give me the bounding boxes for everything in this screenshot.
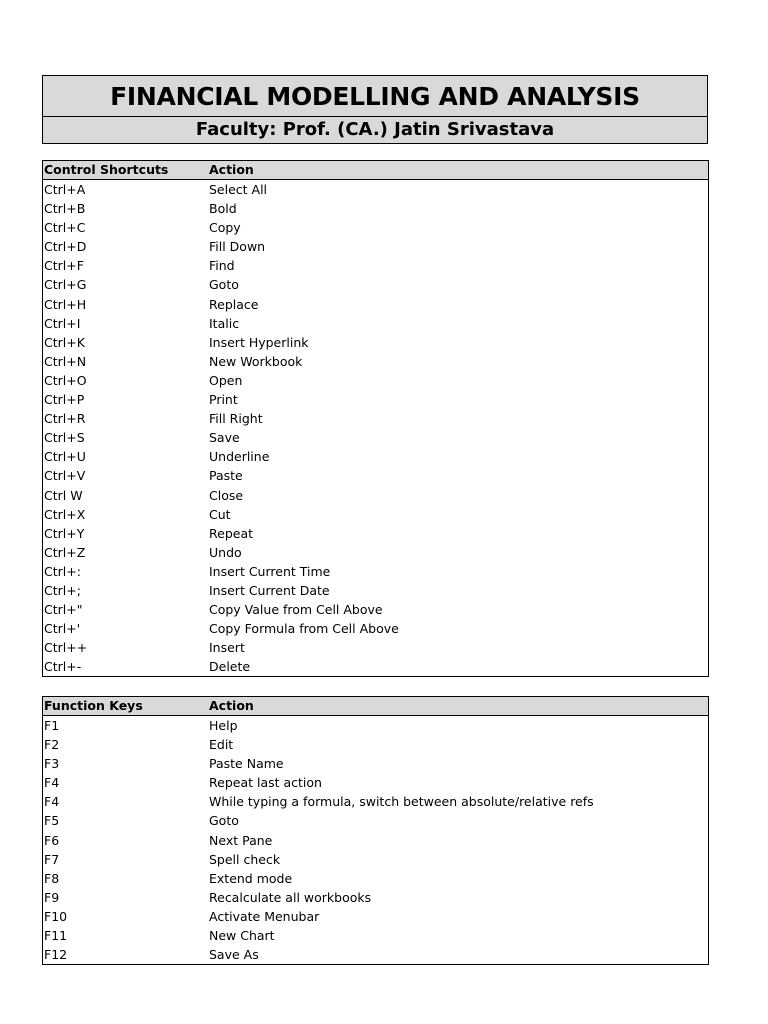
function-keys-table — [42, 696, 709, 965]
table-row — [43, 619, 708, 638]
action-cell: Find — [209, 258, 235, 274]
action-cell: Undo — [209, 544, 242, 560]
table-row — [43, 333, 708, 352]
shortcut-key-cell: Ctrl+A — [44, 182, 86, 197]
table-row — [43, 466, 708, 485]
shortcut-key-cell: F4 — [44, 775, 60, 791]
action-cell: Edit — [209, 737, 234, 753]
shortcut-key-cell: F10 — [44, 908, 68, 924]
action-cell: Close — [209, 487, 244, 503]
action-cell: New Workbook — [209, 353, 303, 369]
shortcut-key-cell: Ctrl+Y — [44, 525, 85, 541]
action-cell: Repeat last action — [209, 775, 322, 791]
shortcut-key-cell: Ctrl+K — [44, 334, 85, 350]
shortcut-key-cell: Ctrl+; — [44, 582, 81, 598]
table-row — [43, 811, 708, 830]
table-row — [43, 275, 708, 294]
table-row — [43, 907, 708, 926]
table-row — [43, 295, 708, 314]
action-cell: Fill Right — [209, 411, 263, 427]
table-row — [43, 831, 708, 850]
shortcut-key-cell: Ctrl+: — [44, 563, 81, 579]
table-body — [43, 180, 708, 676]
table-row — [43, 926, 708, 945]
control-shortcuts-table — [42, 160, 709, 677]
table-row — [43, 716, 708, 735]
table-row — [43, 543, 708, 562]
table-row — [43, 486, 708, 505]
shortcut-key-cell: Ctrl+S — [44, 430, 85, 446]
action-cell: Spell check — [209, 851, 281, 867]
action-cell: New Chart — [209, 928, 275, 944]
table-row — [43, 657, 708, 676]
table-row — [43, 218, 708, 237]
shortcut-key-cell: Ctrl W — [44, 487, 83, 503]
action-cell: Repeat — [209, 525, 254, 541]
action-cell: Insert Hyperlink — [209, 334, 309, 350]
action-cell: Activate Menubar — [209, 908, 320, 924]
shortcut-key-cell: Ctrl+V — [44, 468, 86, 484]
faculty-line: Faculty: Prof. (CA.) Jatin Srivastava — [195, 119, 555, 140]
table-row — [43, 600, 708, 619]
table-header — [43, 697, 708, 716]
action-cell: Open — [209, 372, 243, 388]
table-row — [43, 180, 708, 199]
table-row — [43, 792, 708, 811]
action-cell: Copy Value from Cell Above — [209, 602, 383, 618]
table-row — [43, 428, 708, 447]
action-cell: Italic — [209, 315, 240, 331]
action-cell: Insert Current Date — [209, 582, 330, 598]
action-cell: Cut — [209, 506, 231, 522]
action-cell: Goto — [209, 277, 239, 293]
shortcut-key-cell: F1 — [44, 718, 60, 733]
shortcut-key-cell: Ctrl+H — [44, 296, 87, 312]
shortcut-key-cell: F3 — [44, 756, 60, 772]
shortcut-key-cell: F4 — [44, 794, 60, 810]
action-cell: Save As — [209, 947, 259, 963]
action-cell: Underline — [209, 449, 270, 465]
header-box — [42, 75, 708, 144]
shortcut-key-cell: Ctrl+U — [44, 449, 86, 465]
action-cell: Insert Current Time — [209, 563, 331, 579]
shortcut-key-cell: Ctrl+P — [44, 392, 85, 408]
action-cell: Fill Down — [209, 239, 266, 255]
shortcut-key-cell: F2 — [44, 737, 60, 753]
shortcut-key-cell: Ctrl+O — [44, 372, 87, 388]
action-cell: Extend mode — [209, 870, 293, 886]
table-header — [43, 161, 708, 180]
shortcut-key-cell: F6 — [44, 832, 60, 848]
table-row — [43, 409, 708, 428]
shortcut-key-cell: Ctrl+X — [44, 506, 86, 522]
action-cell: Next Pane — [209, 832, 273, 848]
page-title: FINANCIAL MODELLING AND ANALYSIS — [43, 76, 707, 117]
shortcut-key-cell: Ctrl+C — [44, 220, 86, 236]
column-header-shortcut: Control Shortcuts — [44, 162, 169, 177]
shortcut-key-cell: Ctrl+Z — [44, 544, 86, 560]
table-row — [43, 390, 708, 409]
shortcut-key-cell: F9 — [44, 889, 60, 905]
table-row — [43, 735, 708, 754]
table-row — [43, 256, 708, 275]
table-row — [43, 371, 708, 390]
action-cell: Select All — [209, 182, 268, 197]
table-row — [43, 447, 708, 466]
shortcut-key-cell: Ctrl+" — [44, 602, 83, 618]
action-cell: Help — [209, 718, 238, 733]
shortcut-key-cell: Ctrl+D — [44, 239, 87, 255]
shortcut-key-cell: F8 — [44, 870, 60, 886]
shortcut-key-cell: F7 — [44, 851, 60, 867]
shortcut-key-cell: Ctrl+G — [44, 277, 87, 293]
action-cell: Delete — [209, 659, 251, 675]
shortcut-key-cell: Ctrl+- — [44, 659, 82, 675]
shortcut-key-cell: F12 — [44, 947, 68, 963]
table-row — [43, 562, 708, 581]
shortcut-key-cell: Ctrl+N — [44, 353, 87, 369]
table-row — [43, 199, 708, 218]
action-cell: Bold — [209, 201, 237, 217]
table-row — [43, 869, 708, 888]
shortcut-key-cell: Ctrl+I — [44, 315, 81, 331]
action-cell: Print — [209, 392, 238, 408]
table-row — [43, 314, 708, 333]
action-cell: Copy — [209, 220, 241, 236]
shortcut-key-cell: Ctrl+' — [44, 621, 81, 637]
table-row — [43, 581, 708, 600]
shortcut-key-cell: Ctrl+B — [44, 201, 86, 217]
action-cell: Insert — [209, 640, 245, 656]
action-cell: Replace — [209, 296, 259, 312]
action-cell: Copy Formula from Cell Above — [209, 621, 399, 637]
action-cell: Goto — [209, 813, 239, 829]
action-cell: While typing a formula, switch between absolute/relative refs — [209, 794, 594, 810]
shortcut-key-cell: Ctrl++ — [44, 640, 88, 656]
table-row — [43, 352, 708, 371]
table-row — [43, 638, 708, 657]
shortcut-key-cell: F11 — [44, 928, 68, 944]
table-row — [43, 754, 708, 773]
column-header-action: Action — [209, 698, 254, 713]
table-body — [43, 716, 708, 964]
table-row — [43, 505, 708, 524]
action-cell: Paste — [209, 468, 243, 484]
shortcut-key-cell: F5 — [44, 813, 60, 829]
table-row — [43, 945, 708, 964]
shortcut-key-cell: Ctrl+R — [44, 411, 86, 427]
column-header-key: Function Keys — [44, 698, 143, 713]
action-cell: Recalculate all workbooks — [209, 889, 372, 905]
table-row — [43, 524, 708, 543]
table-row — [43, 850, 708, 869]
column-header-action: Action — [209, 162, 254, 177]
action-cell: Paste Name — [209, 756, 284, 772]
table-row — [43, 888, 708, 907]
table-row — [43, 237, 708, 256]
action-cell: Save — [209, 430, 240, 446]
table-row — [43, 773, 708, 792]
shortcut-key-cell: Ctrl+F — [44, 258, 84, 274]
